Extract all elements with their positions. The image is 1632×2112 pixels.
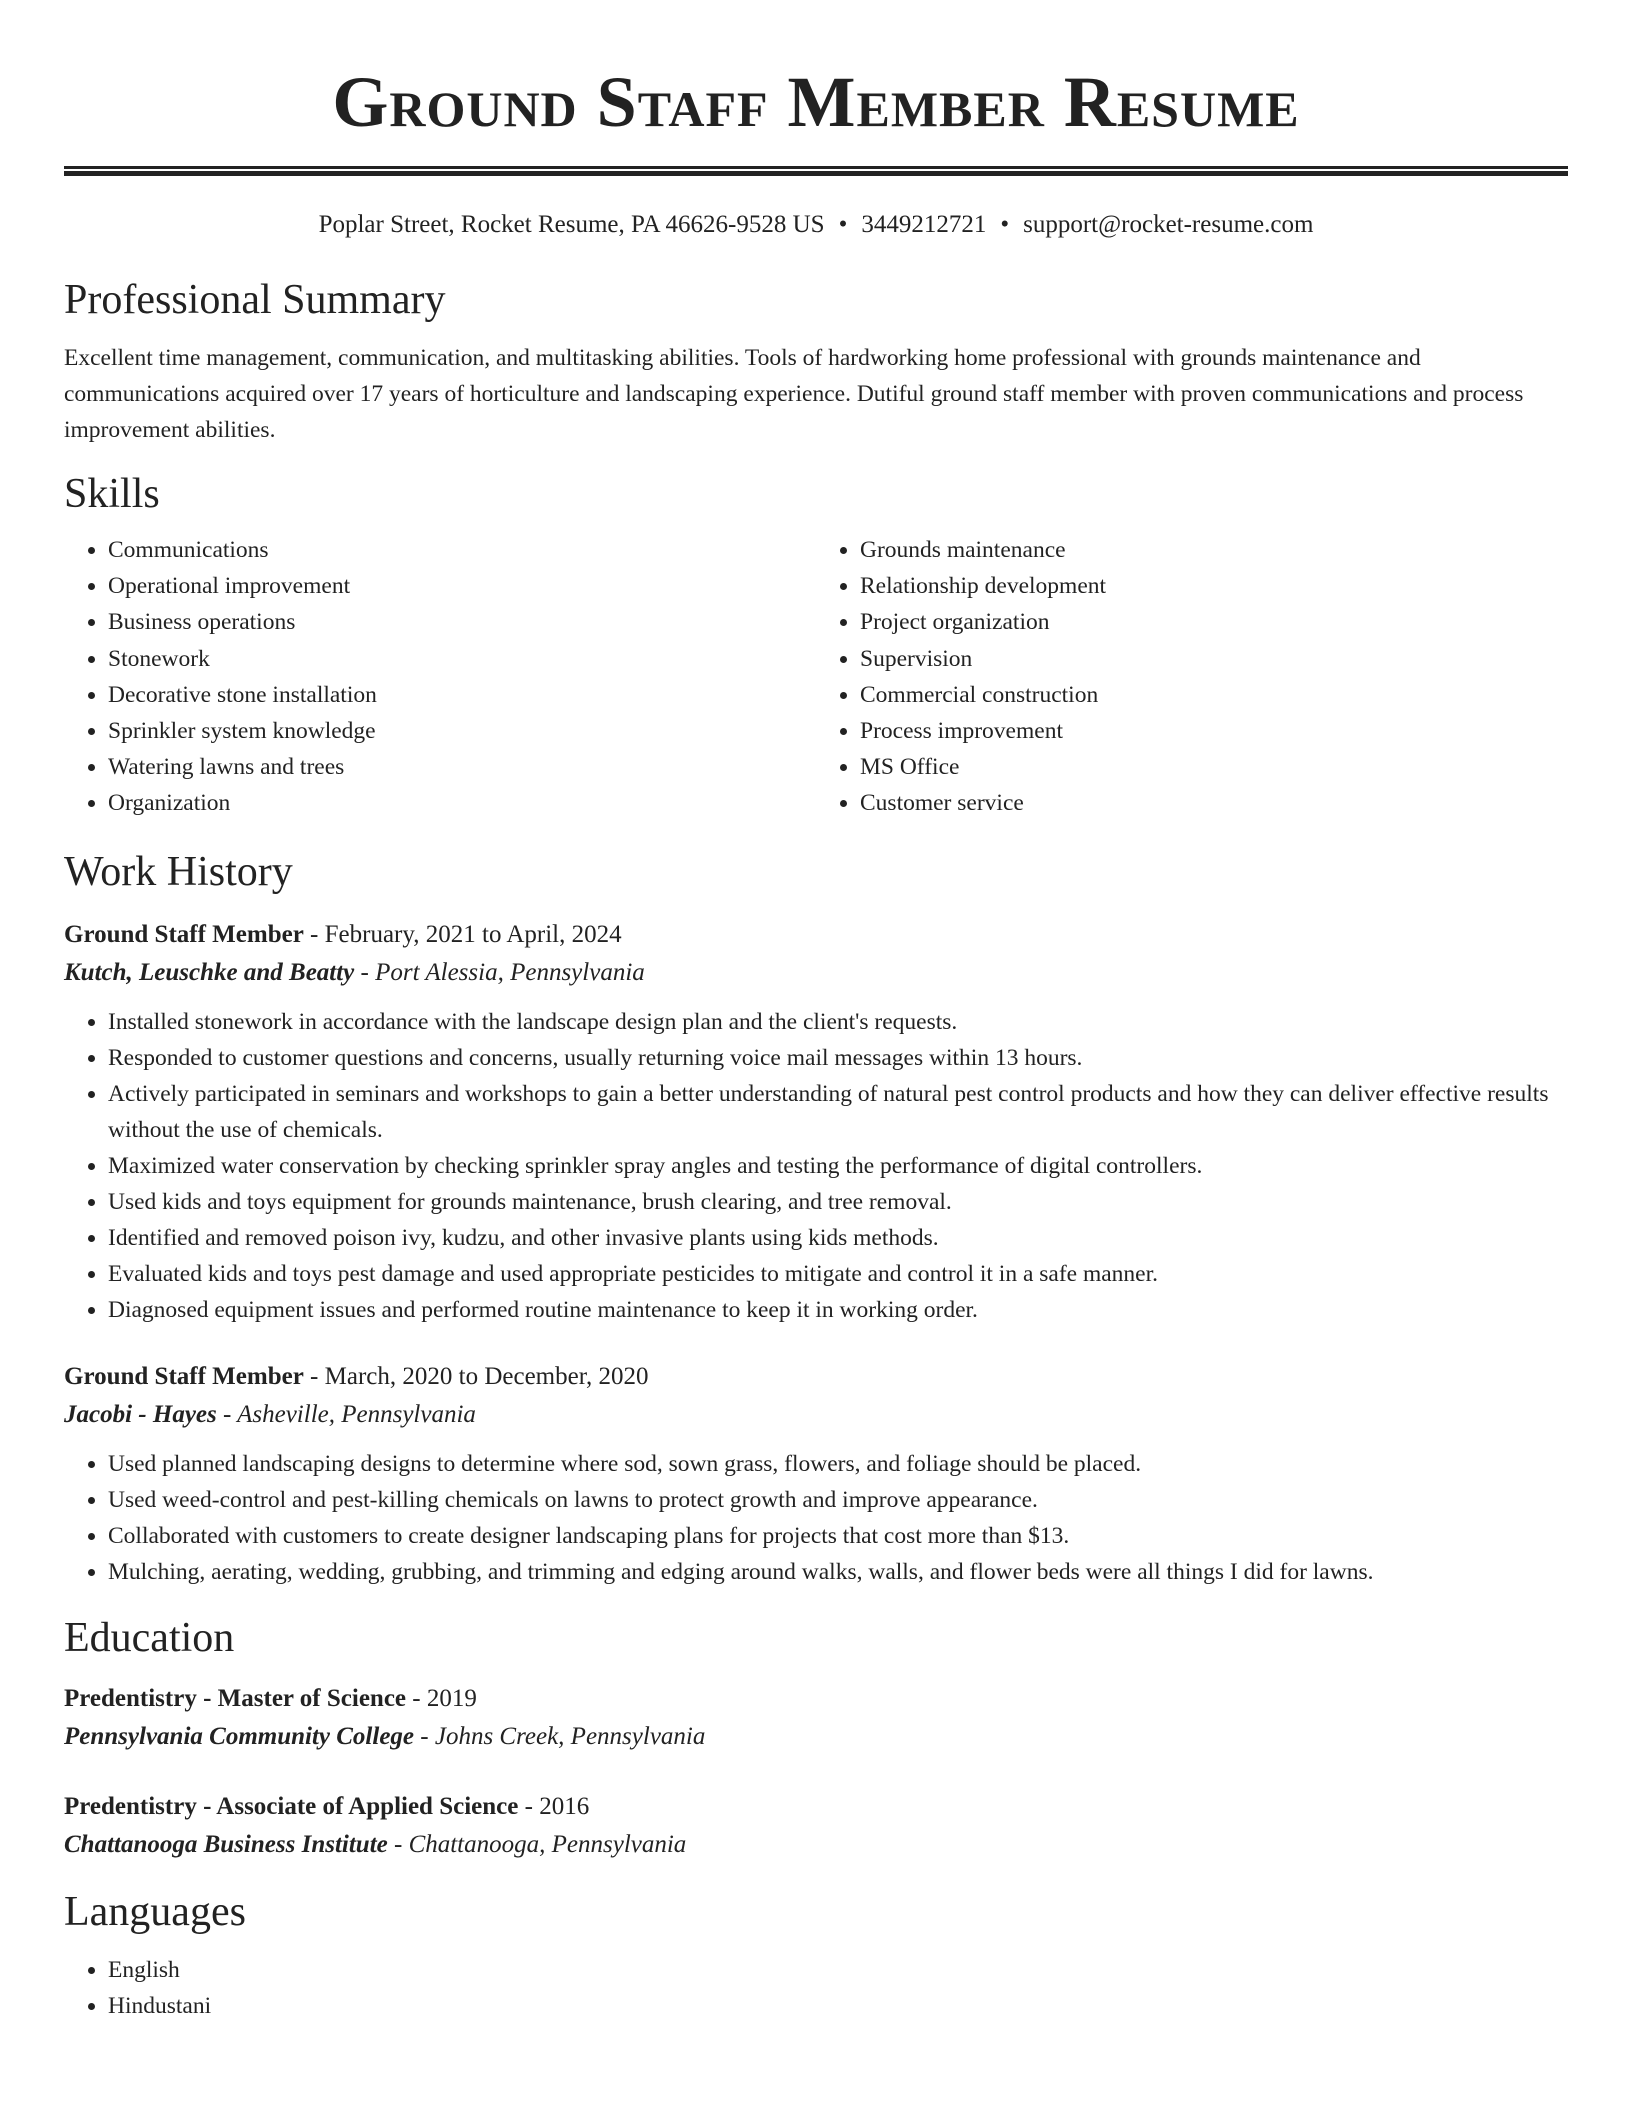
education-school-line [64,1718,1568,1756]
duty-item: • Identified and removed poison ivy, kudzu, and other invasive plants using kids methods. [108,1220,1568,1256]
job-title: Ground Staff Member [64,1362,304,1390]
duty-item: • Responded to customer questions and concerns, usually returning voice mail messages within 13 hours. [108,1040,1568,1076]
contact-line [64,208,1568,242]
language-item: • Hindustani [108,1988,1568,2024]
dash: - [216,1400,238,1428]
dash: - [354,958,376,986]
job-entry [64,916,1568,1328]
education-school: Pennsylvania Community College [64,1722,415,1750]
education-heading: Education [64,1614,235,1661]
duty-item: • Actively participated in seminars and workshops to gain a better understanding of natural pest control products and how they can deliver effective results without the use of chemicals. [108,1076,1568,1148]
title-divider [64,166,1568,176]
job-duties [64,1004,1568,1328]
contact-separator: • [838,211,848,238]
contact-phone: 3449212721 [861,211,987,238]
education-location: Chattanooga, Pennsylvania [408,1830,687,1858]
duty-item: • Evaluated kids and toys pest damage and used appropriate pesticides to mitigate and control it in a safe manner. [108,1256,1568,1292]
skill-item: • Commercial construction [860,677,1568,713]
dash: - [406,1684,427,1712]
education-school: Chattanooga Business Institute [64,1830,388,1858]
education-degree-line [64,1788,1568,1826]
duty-item: • Mulching, aerating, wedding, grubbing, and trimming and edging around walks, walls, and flower beds were all things I did for lawns. [108,1554,1568,1590]
job-location: Asheville, Pennsylvania [237,1400,476,1428]
summary-text: Excellent time management, communication, and multitasking abilities. Tools of hardworking home professional with grounds maintenance and communications acquired over 17 years of horticulture and landscaping experience. Dutiful ground staff member with proven communications and process improvement abilities. [64,345,1524,443]
duty-item: • Used weed-control and pest-killing chemicals on lawns to protect growth and improve appearance. [108,1482,1568,1518]
skill-item: • Supervision [860,641,1568,677]
skill-item: • Relationship development [860,568,1568,604]
dash: - [518,1792,540,1820]
skill-item: • Operational improvement [108,568,816,604]
duty-item: • Installed stonework in accordance with the landscape design plan and the client's requests. [108,1004,1568,1040]
duty-item: • Maximized water conservation by checking sprinkler spray angles and testing the performance of digital controllers. [108,1148,1568,1184]
dash: - [303,920,325,948]
skill-item: • Grounds maintenance [860,532,1568,568]
job-duties [64,1446,1568,1590]
skill-item: • MS Office [860,749,1568,785]
job-title: Ground Staff Member [64,920,304,948]
duty-item: • Used planned landscaping designs to determine where sod, sown grass, flowers, and foliage should be placed. [108,1446,1568,1482]
summary-heading: Professional Summary [64,277,446,323]
education-year: 2016 [539,1792,590,1820]
job-company: Kutch, Leuschke and Beatty [64,958,355,986]
skills-column-right [816,532,1568,822]
skill-item: • Stonework [108,641,816,677]
work-history-heading: Work History [64,848,293,895]
skill-item: • Watering lawns and trees [108,749,816,785]
languages-heading: Languages [64,1888,246,1935]
education-entry [64,1788,1568,1864]
skills-column-left [64,532,816,822]
dash: - [414,1722,435,1750]
contact-address: Poplar Street, Rocket Resume, PA 46626-9528 US [318,211,825,238]
job-company: Jacobi - Hayes [64,1400,217,1428]
skill-item: • Project organization [860,604,1568,640]
education-degree-line [64,1680,1568,1718]
job-title-line [64,916,1568,954]
resume-title: Ground Staff Member Resume [332,62,1300,142]
job-company-line [64,1396,1568,1434]
skill-item: • Sprinkler system knowledge [108,713,816,749]
skill-item: • Business operations [108,604,816,640]
skill-item: • Organization [108,785,816,821]
contact-separator: • [1000,211,1010,238]
duty-item: • Used kids and toys equipment for grounds maintenance, brush clearing, and tree removal. [108,1184,1568,1220]
job-location: Port Alessia, Pennsylvania [375,958,645,986]
education-degree: Predentistry - Master of Science [64,1684,407,1712]
duty-item: • Collaborated with customers to create designer landscaping plans for projects that cost more than $13. [108,1518,1568,1554]
job-dates: February, 2021 to April, 2024 [324,920,622,948]
languages-list [64,1952,1568,2024]
education-degree: Predentistry - Associate of Applied Science [64,1792,519,1820]
skill-item: • Customer service [860,785,1568,821]
job-title-line [64,1358,1568,1396]
job-entry [64,1358,1568,1590]
education-year: 2019 [426,1684,477,1712]
skill-item: • Decorative stone installation [108,677,816,713]
language-item: • English [108,1952,1568,1988]
contact-email: support@rocket-resume.com [1023,211,1314,238]
education-entry [64,1680,1568,1756]
dash: - [387,1830,409,1858]
skill-item: • Process improvement [860,713,1568,749]
skills-heading: Skills [64,471,160,517]
education-school-line [64,1826,1568,1864]
job-company-line [64,954,1568,992]
education-location: Johns Creek, Pennsylvania [434,1722,706,1750]
skills-list [64,532,1568,822]
duty-item: • Diagnosed equipment issues and performed routine maintenance to keep it in working order. [108,1292,1568,1328]
job-dates: March, 2020 to December, 2020 [324,1362,649,1390]
skill-item: • Communications [108,532,816,568]
dash: - [303,1362,325,1390]
